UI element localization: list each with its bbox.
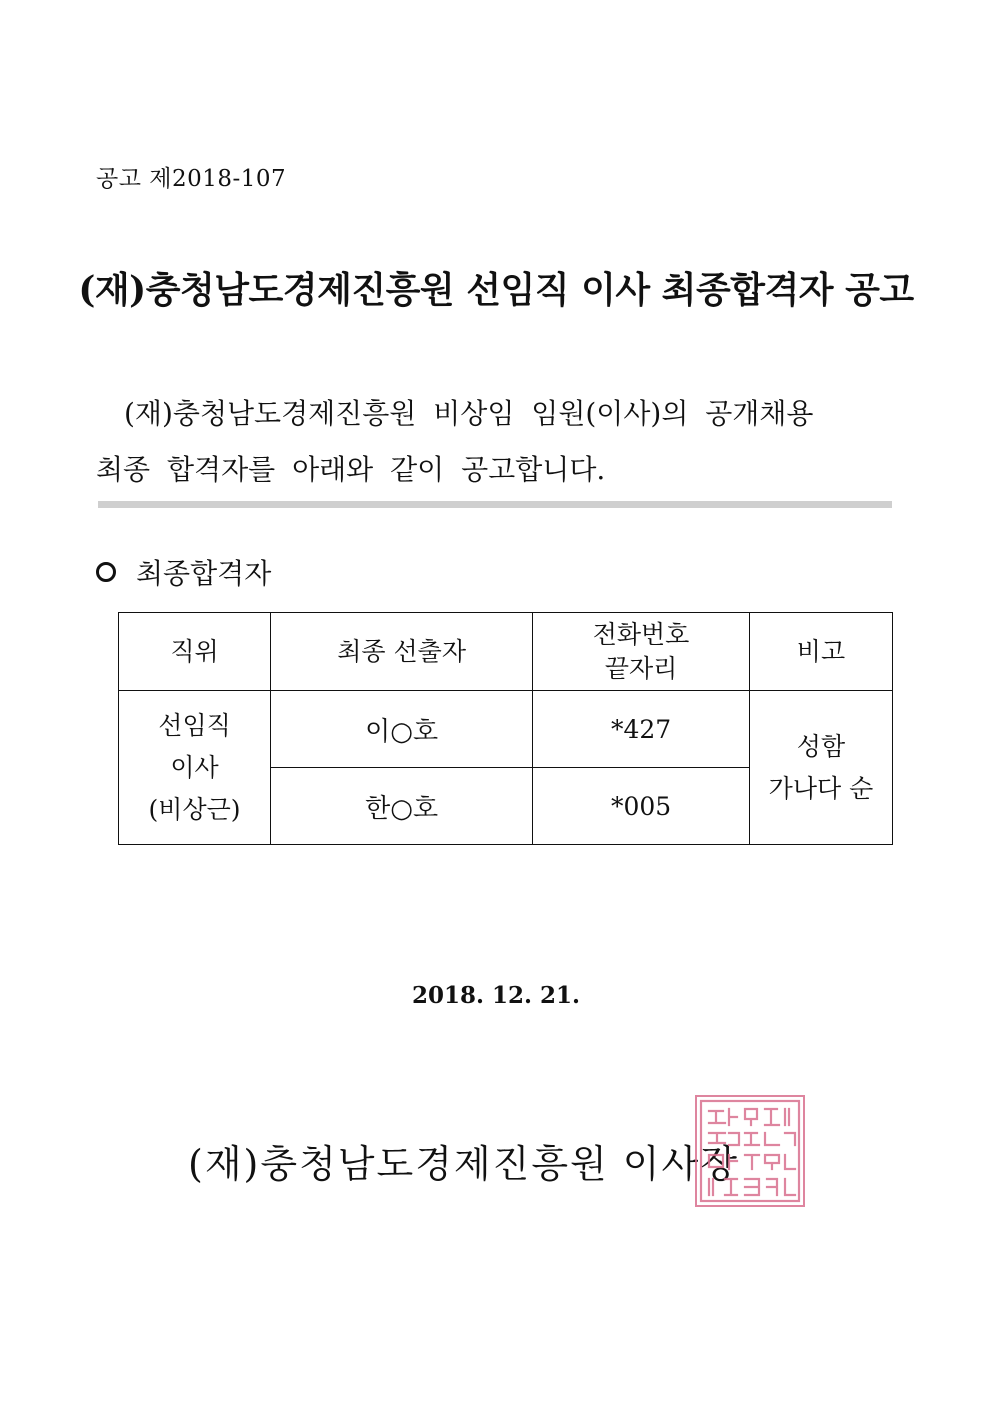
notice-date: 2018. 12. 21. bbox=[411, 982, 581, 1009]
official-seal-icon bbox=[695, 1095, 805, 1207]
notice-number: 공고 제2018-107 bbox=[96, 166, 287, 192]
header-phone-line-2: 끝자리 bbox=[604, 653, 678, 683]
document-title: (재)충청남도경제진흥원 선임직 이사 최종합격자 공고 bbox=[78, 269, 914, 311]
section-heading-label: 최종합격자 bbox=[136, 557, 272, 590]
remarks-line-2: 가나다 순 bbox=[768, 773, 874, 803]
intro-line-2: 최종 합격자를 아래와 같이 공고합니다. bbox=[96, 453, 606, 486]
divider-bar bbox=[98, 501, 892, 508]
remarks-cell bbox=[749, 691, 892, 845]
position-line-1: 선임직 bbox=[158, 710, 231, 740]
position-line-2: 이사 bbox=[170, 752, 219, 782]
intro-line-1: (재)충청남도경제진흥원 비상임 임원(이사)의 공개채용 bbox=[124, 397, 814, 430]
header-phone bbox=[533, 613, 750, 691]
header-phone-line-1: 전화번호 bbox=[592, 619, 690, 649]
candidate-phone: *005 bbox=[533, 768, 750, 845]
section-heading bbox=[96, 552, 271, 592]
intro-paragraph bbox=[96, 386, 894, 498]
header-name: 최종 선출자 bbox=[271, 613, 533, 691]
remarks-line-1: 성함 bbox=[796, 731, 846, 761]
position-line-3: (비상근) bbox=[148, 794, 241, 824]
table-row bbox=[119, 691, 893, 768]
table-header-row bbox=[119, 613, 893, 691]
candidate-name: 이○호 bbox=[271, 691, 533, 768]
circle-bullet-icon bbox=[96, 562, 116, 582]
candidate-phone: *427 bbox=[533, 691, 750, 768]
candidate-name: 한○호 bbox=[271, 768, 533, 845]
header-remarks: 비고 bbox=[749, 613, 892, 691]
issuer-signature: (재)충청남도경제진흥원 이사장 bbox=[188, 1142, 739, 1186]
header-position: 직위 bbox=[119, 613, 271, 691]
final-candidates-table bbox=[118, 612, 893, 845]
position-cell bbox=[119, 691, 271, 845]
